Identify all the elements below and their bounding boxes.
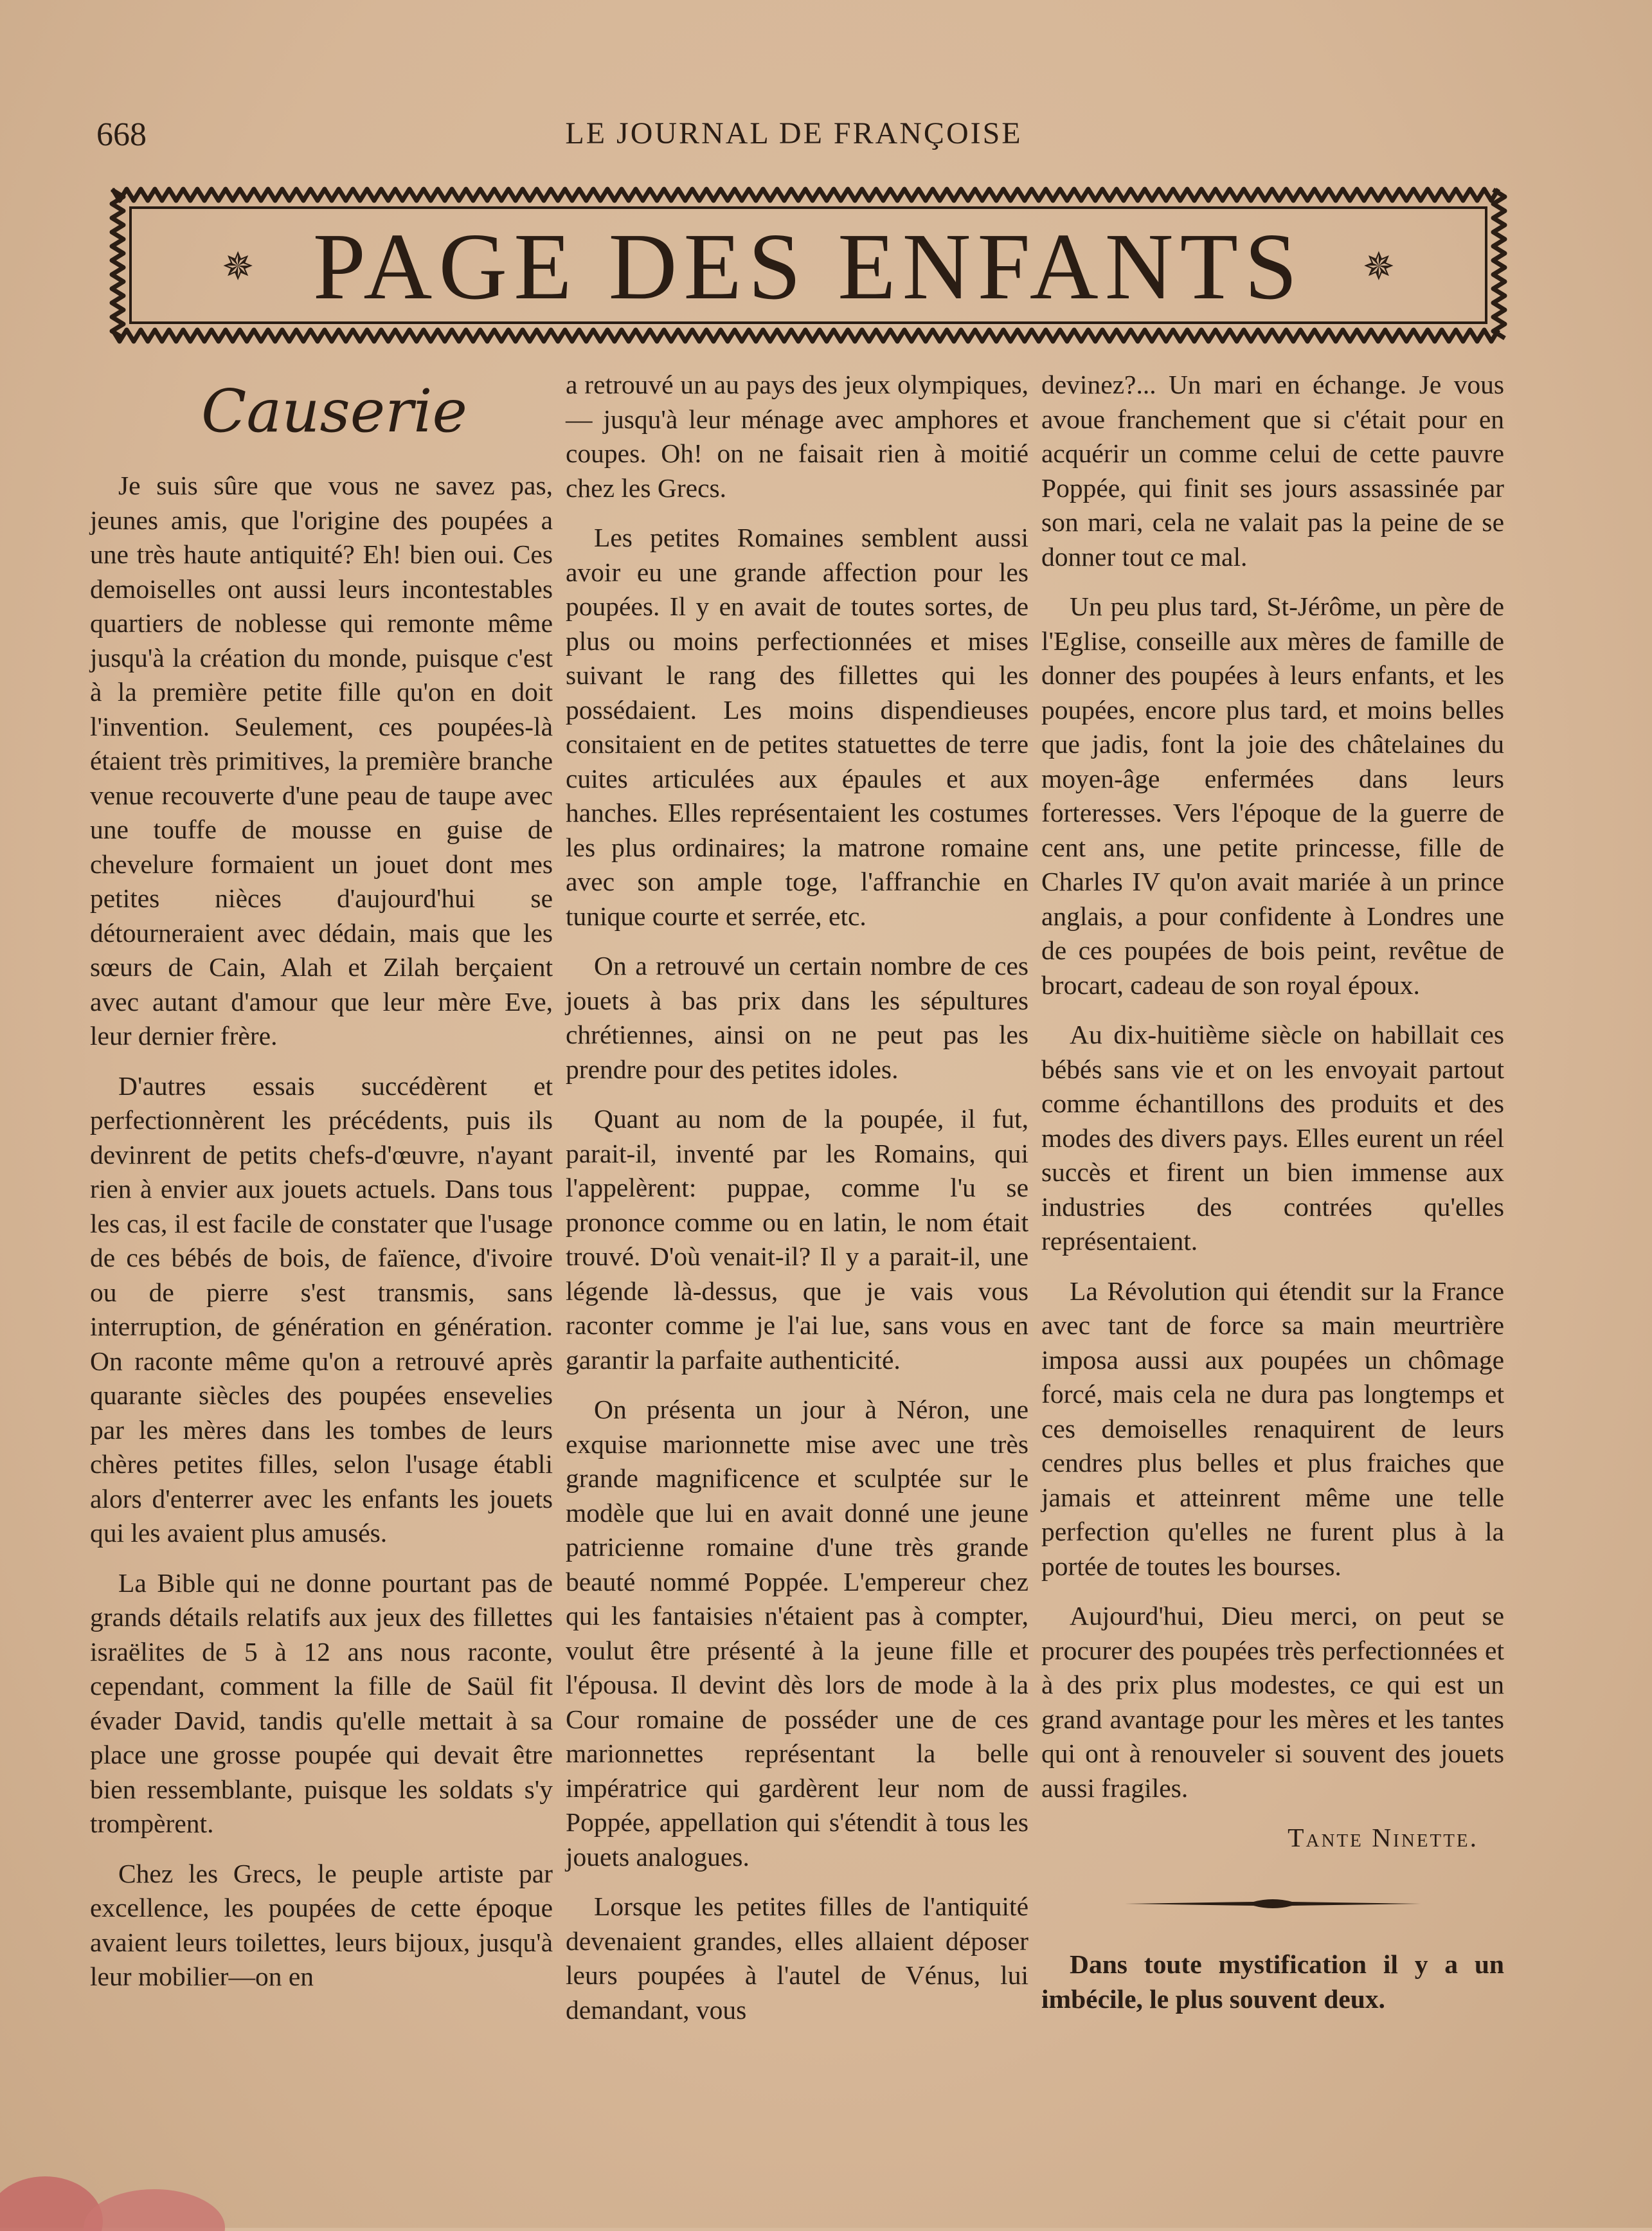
article-heading: Causerie [201,377,467,446]
author-signature: Tante Ninette. [1288,1823,1478,1852]
paragraph: Les petites Romaines semblent aussi avoir eu une grande affection pour les poupées. Il y en avait de toutes sortes, de plus ou moins perfectionnées et mises suivant le rang des fillettes qui les possédaient. Les moins dispendieuses consitaient en de petites statuettes de terre cuites articulées aux épaules et aux hanches. Elles représentaient les costumes les plus ordinaires; la matrone romaine avec son ample toge, l'affranchie en tunique courte et serrée, etc. [566,523,1028,931]
section-divider [1041,1888,1504,1922]
star-ornament-left-icon: ✵ [222,246,255,288]
title-banner [106,183,1511,347]
paragraph: Aujourd'hui, Dieu merci, on peut se procurer des poupées très perfectionnées et à des prix plus modestes, ce qui est un grand avantage pour les mères et les tantes qui ont à renouveler si souvent des jouets aussi fragiles. [1041,1601,1504,1803]
paragraph: a retrouvé un au pays des jeux olympiques,— jusqu'à leur ménage avec amphores et coupes. Oh! on ne faisait rien à moitié chez les Grecs. [566,370,1028,503]
paragraph: La Bible qui ne donne pourtant pas de grands détails relatifs aux jeux des fillettes israëlites de 5 à 12 ans nous raconte, cependant, comment la fille de Saül fit évader David, tandis qu'elle mettait à sa place une grosse poupée qui devait être bien ressemblante, puisque les soldats s'y trompèrent. [90,1567,553,1838]
paragraph: devinez?... Un mari en échange. Je vous avoue franchement que si c'était pour en acquérir un comme celui de cette pauvre Poppée, qui finit ses jours assassinée par son mari, cela ne valait pas la peine de se donner tout ce mal. [1041,370,1504,572]
paragraph: Au dix-huitième siècle on habillait ces bébés sans vie et on les envoyait partout comme échantillons des produits et des modes des divers pays. Elles eurent un réel succès et firent un bien immense aux industries des contrées qu'elles représentaient. [1041,1020,1504,1256]
text-column-2 [566,368,1028,2043]
paragraph: Lorsque les petites filles de l'antiquité devenaient grandes, elles allaient déposer leurs poupées à l'autel de Vénus, lui demandant, vous [566,1892,1028,2025]
page-number: 668 [96,116,147,153]
text-column-3 [1041,368,1504,2032]
scanner-thumb-image [0,2160,231,2231]
paragraph: On a retrouvé un certain nombre de ces jouets à bas prix dans les sépultures chrétiennes, ainsi on ne peut pas les prendre pour des petites idoles. [566,951,1028,1084]
paragraph: La Révolution qui étendit sur la France avec tant de force sa main meurtrière imposa aussi aux poupées un chômage forcé, mais cela ne dura pas longtemps et ces demoiselles renaquirent de leurs cendres plus belles et plus fraiches que jamais et atteinrent même une telle perfection qu'elles ne furent plus à la portée de toutes les bourses. [1041,1276,1504,1581]
paragraph: Un peu plus tard, St-Jérôme, un père de l'Eglise, conseille aux mères de famille de donner des poupées à leurs enfants, et les poupées, encore plus tard, et moins belles que jadis, font la joie des châtelaines du moyen-âge enfermées dans leurs forteresses. Vers l'époque de la guerre de cent ans, une petite princesse, fille de Charles IV qu'on avait mariée à un prince anglais, a pour confidente à Londres une de ces poupées de bois peint, revêtue de brocart, cadeau de son royal époux. [1041,592,1504,1000]
running-header [96,116,1491,167]
paragraph: D'autres essais succédèrent et perfectionnèrent les précédents, puis ils devinrent de petits chefs-d'œuvre, n'ayant rien à envier aux jouets actuels. Dans tous les cas, il est facile de constater que l'usage de ces bébés de bois, de faïence, d'ivoire ou de pierre s'est transmis, sans interruption, de génération en génération. On raconte même qu'on a retrouvé après quarante siècles des poupées ensevelies par les mères dans les tombes de leurs chères petites filles, selon l'usage établi alors d'enterrer avec les enfants les jouets qui les avaient plus amusés. [90,1070,553,1548]
star-ornament-right-icon: ✵ [1362,246,1395,288]
text-column-1 [90,370,553,2010]
paragraph: Chez les Grecs, le peuple artiste par excellence, les poupées de cette époque avaient leurs toilettes, leurs bijoux, jusqu'à leur mobilier—on en [90,1858,553,1991]
closing-maxim: Dans toute mystification il y a un imbécile, le plus souvent deux. [1041,1949,1504,2014]
page-title: PAGE DES ENFANTS [312,214,1304,320]
journal-title: LE JOURNAL DE FRANÇOISE [565,116,1023,150]
paragraph: Quant au nom de la poupée, il fut, parait-il, inventé par les Romains, qui l'appelèrent: puppae, comme l'u se prononce comme ou en latin, le nom était trouvé. D'où venait-il? Il y a parait-il, une légende là-dessus, que je vais vous raconter comme je l'ai lue, sans vous en garantir la parfaite authenticité. [566,1104,1028,1375]
paragraph: On présenta un jour à Néron, une exquise marionnette mise avec une très grande magnificence et sculptée sur le modèle que lui en avait donné une jeune patricienne romaine d'une très grande beauté nommé Poppée. L'empereur chez qui les fantaisies n'étaient pas à compter, voulut être présenté à la jeune fille et l'épousa. Il devint dès lors de mode à la Cour romaine de posséder une de ces marionnettes représentant la belle impératrice qui gardèrent leur nom de Poppée, appellation qui s'étendit à tous les jouets analogues. [566,1395,1028,1872]
paragraph: Je suis sûre que vous ne savez pas, jeunes amis, que l'origine des poupées a une très haute antiquité? Eh! bien oui. Ces demoiselles ont aussi leurs incontestables quartiers de noblesse qui remonte même jusqu'à la création du monde, puisque c'est à la première petite fille qu'on en doit l'invention. Seulement, ces poupées-là étaient très primitives, la première branche venue recouverte d'une peau de taupe avec une touffe de mousse en guise de chevelure formaient un jouet dont mes petites nièces d'aujourd'hui se détourneraient avec dédain, mais que les sœurs de Cain, Alah et Zilah berçaient avec autant d'amour que leur mère Eve, leur dernier frère. [90,471,553,1051]
